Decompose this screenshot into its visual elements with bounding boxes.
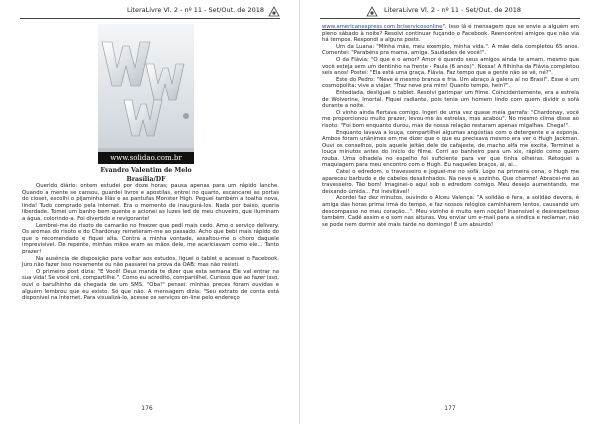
right-body-text: [322, 24, 579, 228]
magazine-logo-icon: [366, 6, 378, 17]
author-name: Evandro Valentim de Melo: [100, 167, 192, 174]
paragraph: Na ausência de disposição para voltar aos estudos, liguei o tablet e acessei o Facebook. Juro não fazer isso novamente ou não passarei na prova da OAB; mas não resisti.: [22, 255, 279, 269]
header-title: LiteraLivre Vl. 2 - nº 11 - Set/Out. de 2018: [126, 6, 264, 14]
page-header: [320, 6, 580, 20]
right-page: [300, 0, 600, 424]
paragraph: Este do Pedro: "Neve é mesmo branca e fria. Um abraço à galera aí no Brasil". Esse é um cosmopolita: vive a viajar. "Traz neve pra mim! Quanto tempo, hein?".: [322, 76, 579, 90]
figure-site-caption: www.solidao.com.br: [98, 152, 194, 164]
paragraph: O da Flávia: "O que é o amor? Amor é quando seus amigos ainda te amam, mesmo que você esteja sem um dentinho na frente - Paula (6 anos)". Nossa! A filhinha da Flávia completou seis anos! Postei: "Ela está uma graça, Flávia. Faz tempo que a gente não se vê, né?".: [322, 56, 579, 77]
paragraph: O vinho ainda flertava comigo. Ingeri de uma vez quase meia garrafa: "Chardonay, você me proporcionou muito prazer, levou-me às estrelas, mas acabou". No mesmo clima disse ao risoto: "Foi bom enquanto durou, mas de nossa relação restaram apenas migalhas. Chega!".: [322, 109, 579, 129]
header-rule: [20, 18, 280, 19]
paragraph: Entediada, desliguei o tablet. Resolvi garimpar um filme. Coincidentemente, era a estreia de Wolverine, Imortal. Fiquei radiante, pois tenia um homem lindo com quem dividir o sofá durante a noite.: [322, 89, 579, 110]
amex-link[interactable]: www.americanexpress.com.br/servicosonline: [322, 24, 443, 30]
paragraph: Catei o edredom, o travesseiro e joguei-me no sofá. Logo na primeira cena, o Hugh me apareceu barbudo e de cabelos desalinhados. Na neve e sozinho. Que charme! Abracei-me ao travesseiro. Tão bom! Imaginei-o aqui sob o edredom comigo. Meu desejo aumentando, me deixando úmida... Foi inevitável!: [322, 169, 579, 195]
author-place: Brasília/DF: [126, 176, 166, 183]
paragraph-continuation: ". Isso lá é mensagem que se envie a alguém em pleno sábado à noite? Resolvi continuar fuçando o Facebook. Reencontrei amigos que não via há tempos. Respondi a alguns posts.: [322, 24, 579, 44]
paragraph: Lembrei-me do risoto de camarão no freezer que pedi mais cedo. Amo o serviço delivery. Os aromas do risoto e do Chardonay remeteram-me ao passado. Acho que bebi mais rápido do que o recomendado e fiquei alta. Contra a minha vontade, assaltou-me o choro daquele imprevisível. De repente, minhas mãos eram as mãos dele, me acariciavam como ele... Tanto prazer!: [22, 222, 279, 255]
paragraph: [322, 24, 579, 44]
paragraph: Acordei faz dez minutos, ouvindo o Alceu Valença: "A solidão é fera, a solidão devora, é amiga das horas prima irmã do tempo, e faz nossos relógios caminharem lentos, causando um descompasso no meu coração...". Meu vizinho é muito sem noção! Insensível e desrespeitoso também. Cadê assim e o som nas alturas. Vou enviar um e-mail para a síndica e reclamar, não se pode nem dormir até mais tarde no domingo! É um absurdo!: [322, 195, 579, 228]
left-body-text: [22, 183, 279, 302]
page-number: 176: [141, 405, 153, 412]
www-letters-image: [98, 24, 194, 164]
paragraph: O primeiro post dizia: "E Você! Deus manda te dizer que esta semana Ele vai entrar na sua vida! Se você crê, compartilhe.". Como eu acredito, compartilhei. Curioso que ao fazer isso, ouvi o barulhinho da chegada de um SMS. "Oba!" pensei: minhas preces foram ouvidas e alguém lembrou que eu existo. Só que não. A mensagem dizia: "Seu extrato de conta está disponível na internet. Para visualizá-lo, acesse os serviços on-line pelo endereço: [22, 268, 279, 302]
header-rule: [320, 18, 580, 19]
paragraph: Enquanto lavava a louça, compartilhei algumas angústias com o detergente e a esponja. Ambos foram unânimes em me dizer que o que eu precisava mesmo era ver o Hugh Jackman. Ouvi os conselhos, pois aquele jeitão dele de cafajeste, de macho alfa me excita. Terminei a louça minutos antes do início do filme. Corri ao banheiro para um xix, rápido como quem rouba. Uma olhadela no espelho foi suficiente para ver que tinha olheiras. Retoquei a maquiagem para meu encontro com o Hugh. Eu naqueles braços, ai, ai...: [322, 129, 579, 169]
page-number: 177: [444, 405, 456, 412]
header-title: LiteraLivre Vl. 2 - nº 11 - Set/Out. de 2018: [384, 6, 522, 14]
magazine-logo-icon: [268, 6, 280, 17]
page-header: [20, 6, 280, 20]
www-illustration: [98, 24, 194, 164]
paragraph: Querido diário: ontem estudei por doze horas; pausa apenas para um rápido lanche. Quando a mente se cansou, guardei livros e apostilas, entrei no quarto, escancarei as portas do closet, escolhi o pijaminha lilás e as pantufas Monster High. Peguei também a toalha nova, linda! Tudo comprado pela internet. Era o momento de inaugurá-los. Nada por baixo, queria liberdade. Tomei um banho bem quente e acionei as luzes led de meu chuveiro, que iluminam a água, colorindo-a. Foi divertido e revigorante!: [22, 183, 279, 222]
paragraph: Um da Luana: "Minha mãe, meu exemplo, minha vida.". A mãe dela completou 65 anos. Comentei: "Parabéns pra mama, amiga. Saudades de você!".: [322, 43, 579, 57]
